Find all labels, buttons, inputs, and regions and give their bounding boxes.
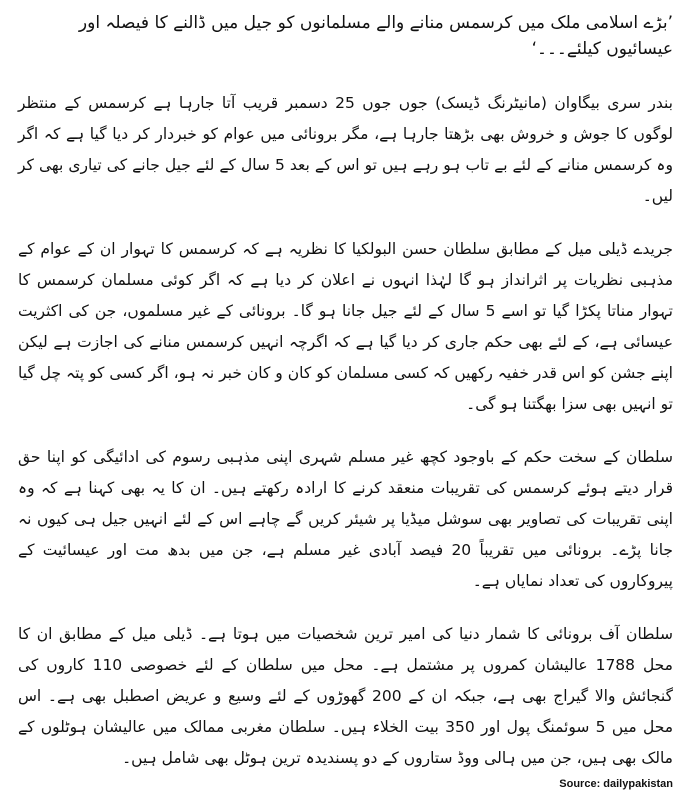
article-paragraph-4: سلطان آف برونائی کا شمار دنیا کی امیر ترین شخصیات میں ہوتا ہے۔ ڈیلی میل کے مطابق ان کا محل 1788 عالیشان کمروں پر مشتمل ہے۔ محل میں سلطان کے لئے خصوصی 110 کاروں کی گنجائش والا گیراج بھی ہے، جبکہ ان کے 200 گھوڑوں کے لئے وسیع و عریض اصطبل بھی ہے۔ اس محل میں 5 سوئمنگ پول اور 350 بیت الخلاء ہیں۔ سلطان مغربی ممالک میں عالیشان ہوٹلوں کے مالک بھی ہیں، جن میں ہالی ووڈ ستاروں کے دو پسندیدہ ترین ہوٹل بھی شامل ہیں۔ [18, 625, 674, 767]
article-paragraph-2: جریدے ڈیلی میل کے مطابق سلطان حسن البولکیا کا نظریہ ہے کہ کرسمس کا تہوار ان کے عوام کے مذہبی نظریات پر اثرانداز ہو گا لہٰذا انہوں نے اعلان کر دیا ہے کہ اگر کوئی مسلمان کرسمس کا تہوار مناتا پکڑا گیا تو اسے 5 سال کے لئے جیل جانا ہو گا۔ برونائی کے غیر مسلموں، جن کی اکثریت عیسائی ہے، کے لئے بھی حکم جاری کر دیا گیا ہے کہ اگرچہ انہیں کرسمس منانے کی اجازت ہے لیکن اپنے جشن کو اس قدر خفیہ رکھیں کہ کسی مسلمان کو کان و کان خبر نہ ہو، اگر کسی کو پتہ چل گیا تو انہیں بھی سزا بھگتنا ہو گی۔ [18, 240, 673, 413]
article-paragraph-3: سلطان کے سخت حکم کے باوجود کچھ غیر مسلم شہری اپنی مذہبی رسوم کی ادائیگی کو اپنا حق قرار دیتے ہوئے کرسمس کی تقریبات منعقد کرنے کا ارادہ رکھتے ہیں۔ ان کا یہ بھی کہنا ہے کہ وہ اپنی تقریبات کی تصاویر بھی سوشل میڈیا پر شیئر کریں گے چاہے اس کے لئے انہیں جیل ہی کیوں نہ جانا پڑے۔ برونائی میں تقریباً 20 فیصد آبادی غیر مسلم ہے، جن میں بدھ مت اور عیسائیت کے پیروکاروں کی تعداد نمایاں ہے۔ [18, 448, 674, 590]
article-headline: ’بڑے اسلامی ملک میں کرسمس منانے والے مسلمانوں کو جیل میں ڈالنے کا فیصلہ اور عیسائیوں کیلئے۔۔۔‘ [78, 13, 673, 59]
article-body [18, 10, 673, 796]
article-paragraph-1: بندر سری بیگاوان (مانیٹرنگ ڈیسک) جوں جوں 25 دسمبر قریب آتا جارہا ہے کرسمس کے منتظر لوگوں کا جوش و خروش بھی بڑھتا جارہا ہے، مگر برونائی میں عوام کو خبردار کر دیا گیا ہے کہ اگر وہ کرسمس منانے کے لئے بے تاب ہو رہے ہیں تو اس کے بعد 5 سال کے لئے جیل جانے کی تیاری بھی کر لیں۔ [18, 94, 673, 205]
source-credit: Source: dailypakistan [559, 778, 673, 790]
